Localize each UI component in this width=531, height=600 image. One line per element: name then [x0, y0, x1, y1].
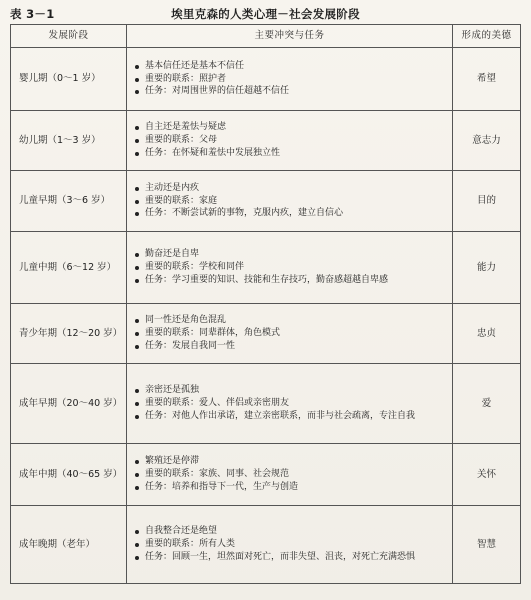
tasks-cell — [127, 444, 453, 506]
virtue-cell: 意志力 — [453, 111, 521, 171]
list-item: 重要的联系：家族、同事、社会规范 — [135, 468, 446, 481]
tasks-cell — [127, 304, 453, 364]
development-stages-table — [10, 24, 521, 584]
task-list — [135, 60, 446, 98]
task-list — [135, 384, 446, 422]
list-item: 主动还是内疚 — [135, 182, 446, 195]
list-item: 任务：不断尝试新的事物，克服内疚，建立自信心 — [135, 207, 446, 220]
table-title: 埃里克森的人类心理－社会发展阶段 — [171, 7, 360, 21]
list-item: 重要的联系：父母 — [135, 134, 446, 147]
virtue-cell: 关怀 — [453, 444, 521, 506]
list-item: 重要的联系：同辈群体，角色模式 — [135, 327, 446, 340]
stage-cell: 儿童中期（6～12 岁） — [11, 232, 127, 304]
tasks-cell — [127, 48, 453, 111]
list-item: 自主还是羞怯与疑虑 — [135, 121, 446, 134]
list-item: 勤奋还是自卑 — [135, 248, 446, 261]
stage-cell: 成年中期（40～65 岁） — [11, 444, 127, 506]
list-item: 任务：对他人作出承诺，建立亲密联系，而非与社会疏离，专注自我 — [135, 410, 446, 423]
stage-cell: 青少年期（12～20 岁） — [11, 304, 127, 364]
list-item: 重要的联系：学校和同伴 — [135, 261, 446, 274]
tasks-cell — [127, 171, 453, 232]
list-item: 同一性还是角色混乱 — [135, 314, 446, 327]
list-item: 亲密还是孤独 — [135, 384, 446, 397]
list-item: 重要的联系：爱人、伴侣或亲密朋友 — [135, 397, 446, 410]
table-number: 表 3－1 — [10, 7, 55, 21]
task-list — [135, 525, 446, 563]
table-row — [11, 171, 521, 232]
table-row — [11, 364, 521, 444]
table-row — [11, 304, 521, 364]
list-item: 自我整合还是绝望 — [135, 525, 446, 538]
task-list — [135, 455, 446, 493]
table-row — [11, 232, 521, 304]
virtue-cell: 爱 — [453, 364, 521, 444]
list-item: 任务：培养和指导下一代，生产与创造 — [135, 481, 446, 494]
list-item: 任务：在怀疑和羞怯中发展独立性 — [135, 147, 446, 160]
tasks-cell — [127, 111, 453, 171]
table-row — [11, 506, 521, 584]
table-caption — [10, 6, 521, 24]
task-list — [135, 314, 446, 352]
virtue-cell: 智慧 — [453, 506, 521, 584]
stage-cell: 成年晚期（老年） — [11, 506, 127, 584]
table-row — [11, 444, 521, 506]
virtue-cell: 忠贞 — [453, 304, 521, 364]
tasks-cell — [127, 232, 453, 304]
header-tasks: 主要冲突与任务 — [127, 25, 453, 48]
table-header-row — [11, 25, 521, 48]
list-item: 基本信任还是基本不信任 — [135, 60, 446, 73]
list-item: 繁殖还是停滞 — [135, 455, 446, 468]
tasks-cell — [127, 364, 453, 444]
table-row — [11, 48, 521, 111]
stage-cell: 成年早期（20～40 岁） — [11, 364, 127, 444]
task-list — [135, 248, 446, 286]
virtue-cell: 目的 — [453, 171, 521, 232]
tasks-cell — [127, 506, 453, 584]
virtue-cell: 希望 — [453, 48, 521, 111]
header-virtue: 形成的美德 — [453, 25, 521, 48]
stage-cell: 幼儿期（1～3 岁） — [11, 111, 127, 171]
list-item: 重要的联系：所有人类 — [135, 538, 446, 551]
table-row — [11, 111, 521, 171]
header-stage: 发展阶段 — [11, 25, 127, 48]
stage-cell: 婴儿期（0～1 岁） — [11, 48, 127, 111]
list-item: 任务：发展自我同一性 — [135, 340, 446, 353]
task-list — [135, 182, 446, 220]
list-item: 重要的联系：家庭 — [135, 195, 446, 208]
list-item: 任务：学习重要的知识、技能和生存技巧，勤奋感超越自卑感 — [135, 274, 446, 287]
task-list — [135, 121, 446, 159]
list-item: 重要的联系：照护者 — [135, 73, 446, 86]
stage-cell: 儿童早期（3～6 岁） — [11, 171, 127, 232]
list-item: 任务：对周围世界的信任超越不信任 — [135, 85, 446, 98]
list-item: 任务：回顾一生，坦然面对死亡，而非失望、沮丧，对死亡充满恐惧 — [135, 551, 446, 564]
virtue-cell: 能力 — [453, 232, 521, 304]
